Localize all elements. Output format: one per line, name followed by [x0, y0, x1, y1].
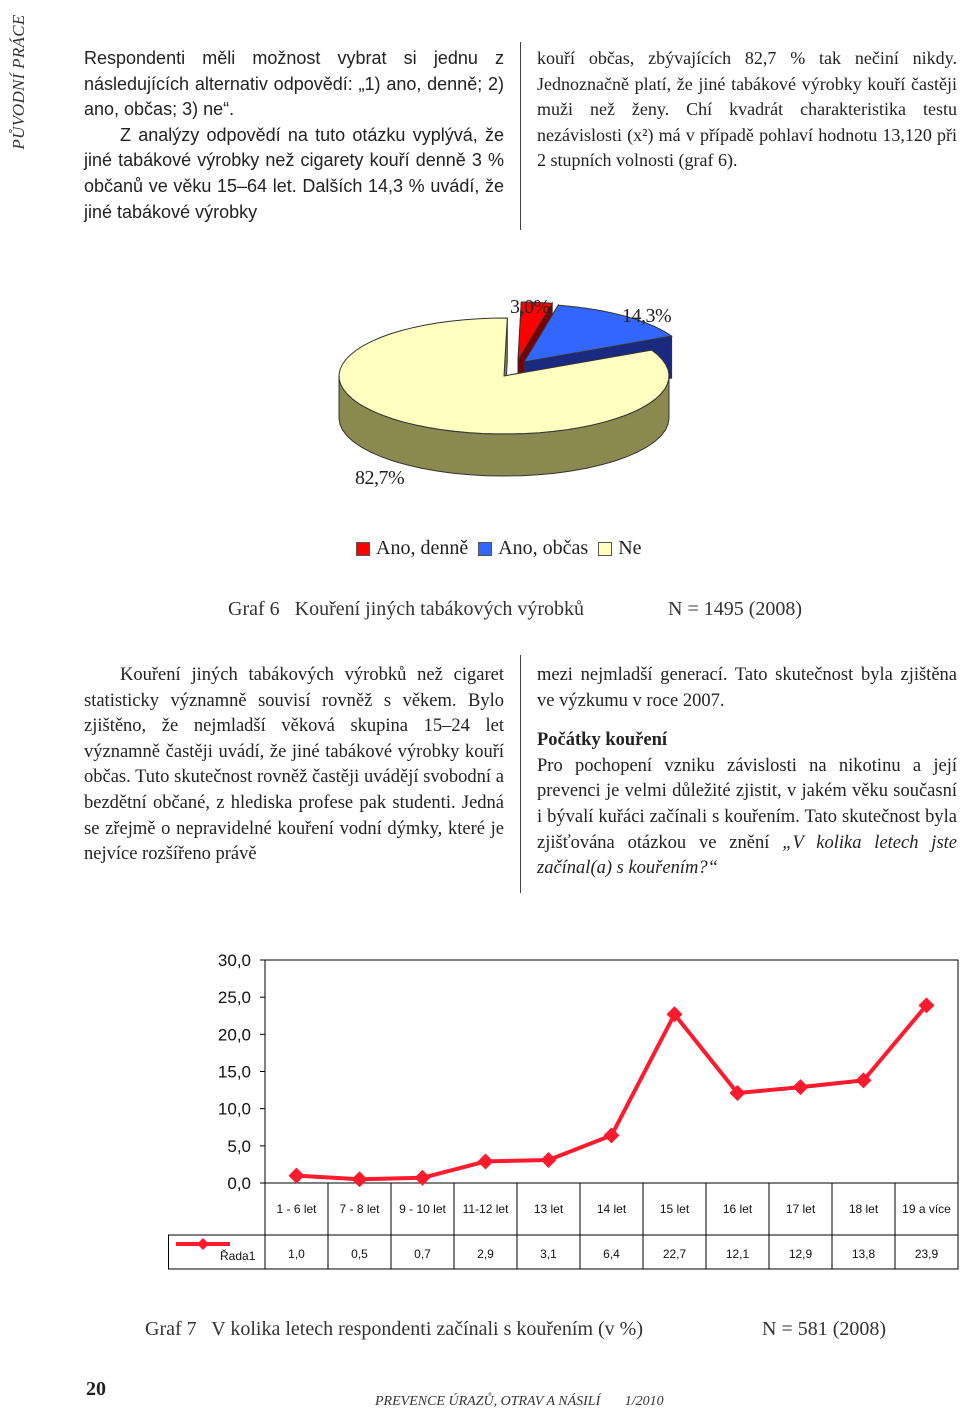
data-table-value: 0,7: [414, 1247, 431, 1261]
legend-swatch-daily: [356, 542, 370, 556]
x-category-label: 9 - 10 let: [399, 1202, 446, 1216]
plot-area: [265, 960, 958, 1183]
journal-title: PREVENCE ÚRAZŮ, OTRAV A NÁSILÍ: [375, 1394, 601, 1409]
data-table-value: 6,4: [603, 1247, 620, 1261]
legend-swatch-never: [598, 542, 612, 556]
paragraph: mezi nejmladší generací. Tato skutečnost byla zjištěna ve výzkumu v roce 2007.: [537, 665, 957, 711]
x-category-label: 7 - 8 let: [339, 1202, 380, 1216]
column-divider: [520, 42, 521, 230]
y-tick-label: 0,0: [227, 1174, 251, 1193]
figure-7-n: N = 581 (2008): [762, 1318, 887, 1340]
x-category-label: 16 let: [722, 1202, 753, 1216]
x-category-label: 17 let: [785, 1202, 816, 1216]
x-category-label: 13 let: [533, 1202, 564, 1216]
x-category-label: 1 - 6 let: [276, 1202, 317, 1216]
data-table-value: 12,1: [725, 1247, 750, 1261]
y-tick-label: 30,0: [217, 951, 251, 970]
data-point: [352, 1171, 368, 1187]
left-column-mid: [84, 663, 504, 868]
legend-label: Ano, denně: [376, 537, 469, 559]
y-tick-label: 10,0: [217, 1099, 251, 1119]
y-tick-label: 20,0: [217, 1025, 251, 1045]
data-point: [793, 1079, 809, 1095]
pie-label-daily: 3,0%: [510, 296, 550, 318]
x-category-label: 18 let: [848, 1202, 879, 1216]
data-table: [169, 1235, 959, 1269]
data-table-value: 0,5: [351, 1247, 368, 1261]
paragraph: Respondenti měli možnost vybrat si jednu z následujících alternativ odpovědí: „1) ano, denně; 2) ano, občas; 3) ne“.: [84, 48, 504, 120]
data-table-value: 1,0: [288, 1247, 305, 1261]
caption-title: V kolika letech respondenti začínali s kouřením (v %): [211, 1318, 643, 1340]
figure-6-caption: [228, 598, 584, 621]
figure-7-caption: [145, 1318, 643, 1341]
left-column-top: [84, 46, 504, 225]
journal-footer: [375, 1394, 664, 1410]
line-chart: [168, 945, 960, 1275]
paragraph: Kouření jiných tabákových výrobků než cigaret statisticky významně souvisí rovněž s věkem. Bylo zjištěno, že nejmladší věková skupina 15–24 let významně častěji uvádí, že jiné tabákové výrobky kouří občas. Tuto skutečnost rovněž častěji uvádějí svobodní a bezdětní občané, z hlediska profese pak studenti. Jedná se zřejmě o nepravidelné kouření vodní dýmky, které je nejvíce rozšířeno právě: [84, 665, 504, 865]
x-category-label: 15 let: [659, 1202, 690, 1216]
legend-label: Ano, občas: [498, 537, 589, 559]
data-table-value: 22,7: [662, 1247, 687, 1261]
pie-label-occasional: 14,3%: [622, 305, 672, 327]
column-divider: [520, 655, 521, 893]
series-line: [297, 1005, 927, 1179]
page-number: 20: [86, 1378, 106, 1400]
data-table-value: 3,1: [540, 1247, 557, 1261]
question-text: „V kolika letech jste začínal(a) s kouřením?“: [537, 832, 957, 879]
section-side-label: [2, 0, 30, 170]
y-tick-label: 5,0: [227, 1136, 251, 1156]
data-point: [541, 1152, 557, 1168]
data-point: [604, 1127, 620, 1143]
caption-label: Graf 7: [145, 1318, 197, 1340]
x-category-label: 19 a více: [902, 1202, 951, 1216]
data-table-value: 2,9: [477, 1247, 494, 1261]
y-tick-label: 15,0: [217, 1062, 251, 1082]
right-column-mid: [537, 663, 957, 882]
legend-label: Ne: [618, 537, 642, 559]
paragraph: [537, 754, 957, 882]
data-table-value: 13,8: [851, 1247, 876, 1261]
pie-label-never: 82,7%: [355, 467, 405, 489]
legend-swatch-occasional: [478, 542, 492, 556]
journal-issue: 1/2010: [624, 1394, 664, 1409]
y-tick-label: 25,0: [217, 988, 251, 1008]
figure-6-n: N = 1495 (2008): [668, 598, 803, 620]
paragraph: kouří občas, zbývajících 82,7 % tak nečiní nikdy. Jednoznačně platí, že jiné tabákové výrobky kouří častěji muži než ženy. Chí kvadrát charakteristika testu nezávislosti (x²) má v případě pohlaví hodnotu 13,120 při 2 stupních volnosti (graf 6).: [537, 48, 957, 171]
caption-title: Kouření jiných tabákových výrobků: [294, 598, 585, 620]
x-category-label: 11-12 let: [462, 1202, 509, 1216]
series-name: Řada1: [220, 1249, 256, 1263]
paragraph: Z analýzy odpovědí na tuto otázku vyplývá, že jiné tabákové výrobky než cigarety kouří denně 3 % občanů ve věku 15–64 let. Dalších 14,3 % uvádí, že jiné tabákové výrobky: [84, 124, 504, 222]
section-heading: Počátky kouření: [537, 730, 668, 751]
right-column-top: [537, 46, 957, 174]
paragraph-text: Pro pochopení vzniku závislosti na nikotinu a její prevenci je velmi důležité zjistit, v jakém věku současní i bývalí kuřáci začínali s kouřením. Tato skutečnost byla zjišťována otázkou ve znění: [537, 755, 957, 853]
side-label-text: PŮVODNÍ PRÁCE: [9, 14, 28, 150]
data-point: [289, 1168, 305, 1184]
pie-legend: [356, 537, 642, 560]
data-table-value: 12,9: [788, 1247, 813, 1261]
legend-marker: [197, 1238, 209, 1250]
data-table-value: 23,9: [914, 1247, 939, 1261]
data-point: [478, 1153, 494, 1169]
caption-label: Graf 6: [228, 598, 280, 620]
x-category-label: 14 let: [596, 1202, 627, 1216]
